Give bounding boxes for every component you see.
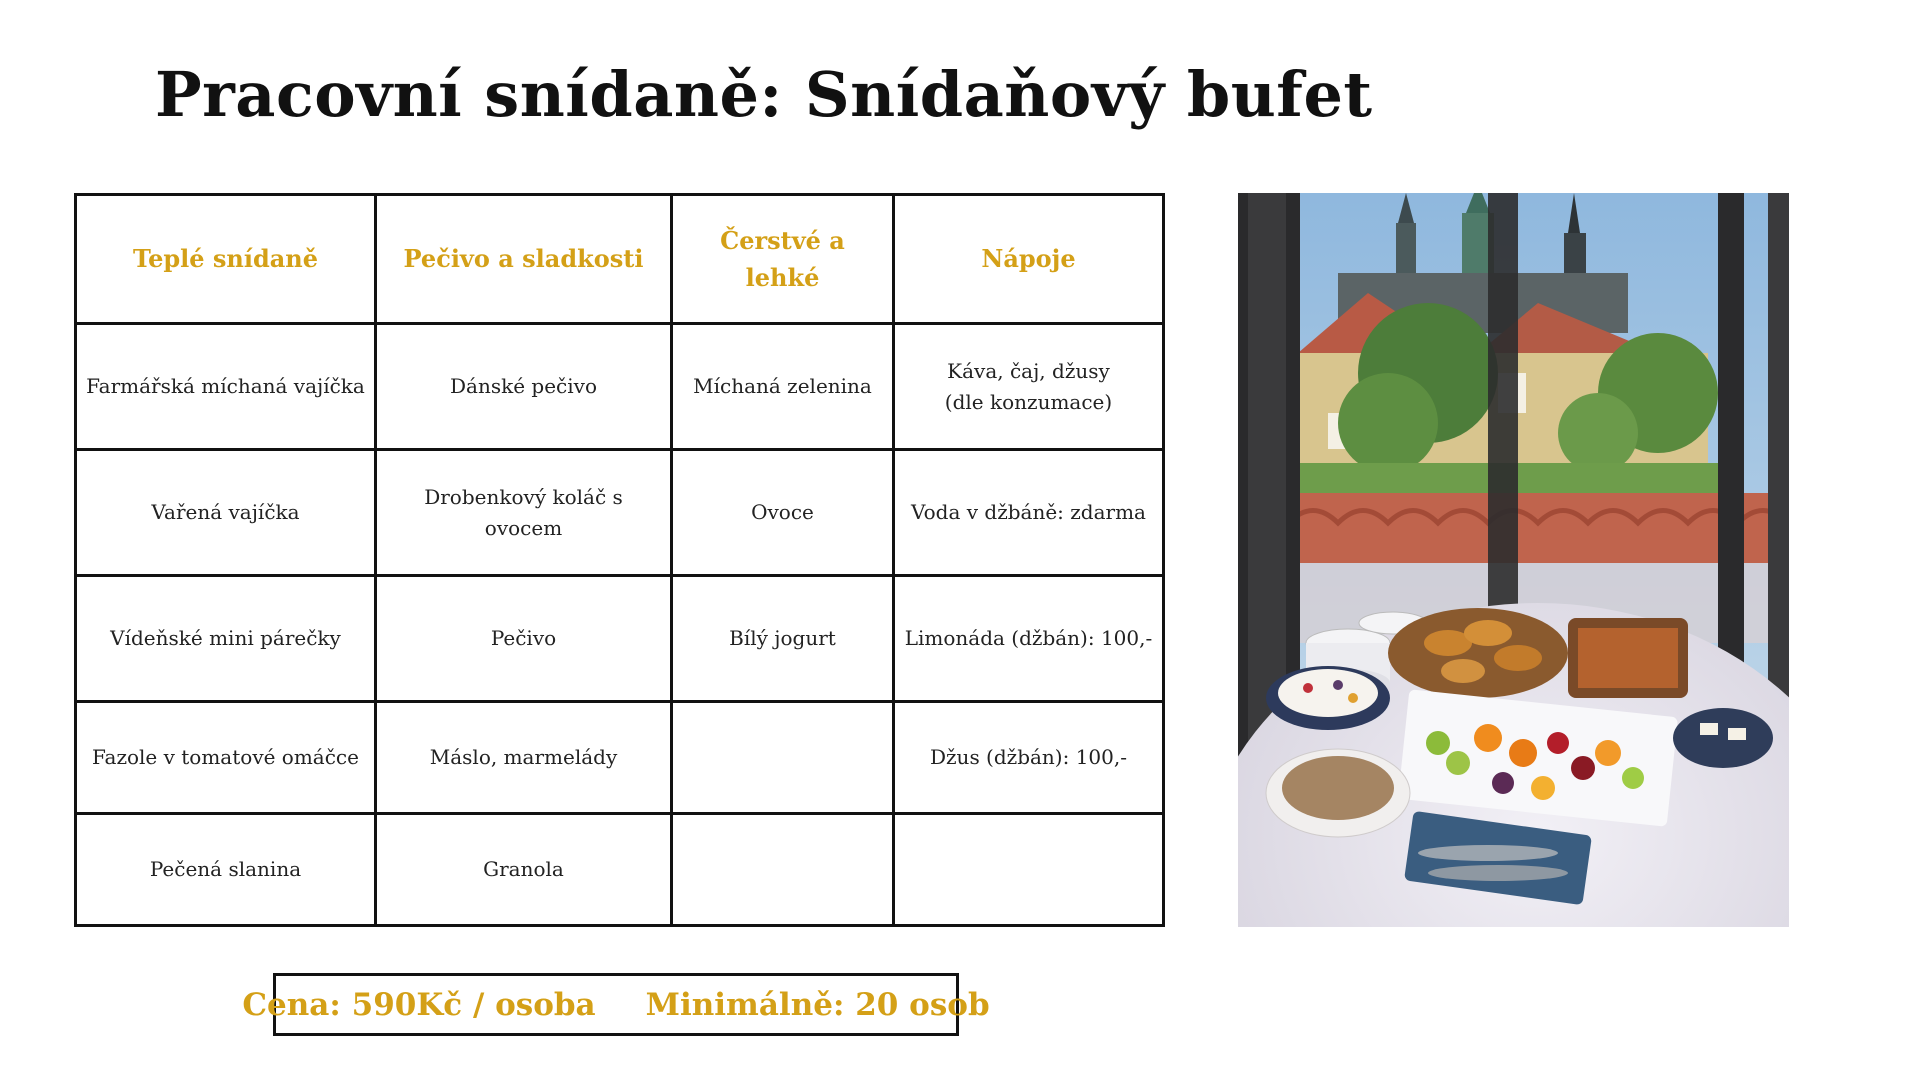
cell-fresh-light bbox=[672, 814, 894, 926]
cell-pastry bbox=[376, 324, 672, 450]
cell-hot-breakfast bbox=[76, 702, 376, 814]
cell-pastry bbox=[376, 702, 672, 814]
page-title: Pracovní snídaně: Snídaňový bufet bbox=[155, 58, 1373, 131]
menu-item-text: Ovoce bbox=[751, 500, 814, 524]
cell-drinks bbox=[894, 324, 1164, 450]
price-box bbox=[242, 973, 990, 1036]
header-pastry: Pečivo a sladkosti bbox=[376, 195, 672, 324]
table-row bbox=[76, 814, 1164, 926]
menu-item-text: Farmářská míchaná vajíčka bbox=[86, 374, 365, 398]
menu-item-text: Drobenkový koláč s ovocem bbox=[424, 484, 623, 540]
menu-item-text: Vařená vajíčka bbox=[151, 500, 300, 524]
cell-hot-breakfast bbox=[76, 450, 376, 576]
table-header-row bbox=[76, 195, 1164, 324]
cell-hot-breakfast bbox=[76, 814, 376, 926]
menu-item-text: Máslo, marmelády bbox=[429, 745, 618, 769]
cell-hot-breakfast bbox=[76, 576, 376, 702]
cell-fresh-light bbox=[672, 450, 894, 576]
table-row bbox=[76, 450, 1164, 576]
header-fresh-light: Čerstvé a lehké bbox=[672, 195, 894, 324]
menu-item-text: Bílý jogurt bbox=[729, 626, 836, 650]
menu-item-text: Fazole v tomatové omáčce bbox=[92, 745, 359, 769]
menu-table bbox=[74, 193, 1165, 927]
cell-drinks bbox=[894, 576, 1164, 702]
header-hot-breakfast: Teplé snídaně bbox=[76, 195, 376, 324]
cell-pastry bbox=[376, 450, 672, 576]
menu-item-text: Pečená slanina bbox=[149, 857, 302, 881]
cell-fresh-light bbox=[672, 702, 894, 814]
menu-item-text: Pečivo bbox=[490, 626, 557, 650]
header-drinks: Nápoje bbox=[894, 195, 1164, 324]
menu-item-text: Vídeňské mini párečky bbox=[110, 626, 341, 650]
menu-item-text: Voda v džbáně: zdarma bbox=[911, 500, 1146, 524]
menu-item-text: Míchaná zelenina bbox=[693, 374, 872, 398]
buffet-photo bbox=[1238, 193, 1789, 927]
cell-drinks bbox=[894, 702, 1164, 814]
cell-pastry bbox=[376, 814, 672, 926]
cell-hot-breakfast bbox=[76, 324, 376, 450]
menu-item-text: (dle konzumace) bbox=[944, 389, 1113, 414]
table-row bbox=[76, 324, 1164, 450]
cell-fresh-light bbox=[672, 324, 894, 450]
menu-item-text: Granola bbox=[483, 857, 564, 881]
minimum-guests-text: Minimálně: 20 osob bbox=[645, 986, 990, 1023]
cell-drinks bbox=[894, 450, 1164, 576]
cell-drinks bbox=[894, 814, 1164, 926]
menu-item-text: Limonáda (džbán): 100,- bbox=[904, 626, 1153, 650]
menu-item-text: Džus (džbán): 100,- bbox=[929, 745, 1127, 769]
cell-pastry bbox=[376, 576, 672, 702]
table-row bbox=[76, 702, 1164, 814]
menu-item-text: Dánské pečivo bbox=[450, 374, 597, 398]
price-text: Cena: 590Kč / osoba bbox=[242, 986, 596, 1023]
cell-fresh-light bbox=[672, 576, 894, 702]
menu-item-text: Káva, čaj, džusy bbox=[947, 358, 1110, 383]
table-row bbox=[76, 576, 1164, 702]
